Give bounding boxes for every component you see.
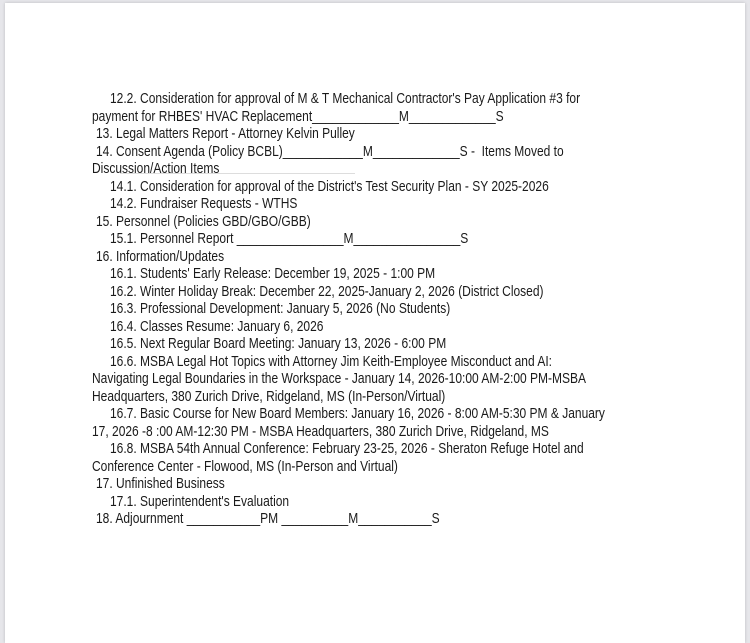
agenda-line: 18. Adjournment ___________PM __________M___________S xyxy=(96,510,440,527)
agenda-line: 13. Legal Matters Report - Attorney Kelvin Pulley xyxy=(96,125,355,142)
agenda-line: 17. Unfinished Business xyxy=(96,475,225,492)
agenda-line: 16.3. Professional Development: January 5, 2026 (No Students) xyxy=(110,300,451,317)
agenda-line: Conference Center - Flowood, MS (In-Person and Virtual) xyxy=(92,457,398,475)
agenda-line: 17, 2026 -8 :00 AM-12:30 PM - MSBA Headquarters, 380 Zurich Drive, Ridgeland, MS xyxy=(92,422,549,440)
agenda-line: Discussion/Action Items xyxy=(92,160,220,177)
agenda-line: 16.2. Winter Holiday Break: December 22, 2025-January 2, 2026 (District Closed) xyxy=(110,282,544,300)
agenda-line: Navigating Legal Boundaries in the Workspace - January 14, 2026-10:00 AM-2:00 PM-MSBA xyxy=(92,370,587,387)
agenda-line: 16.1. Students' Early Release: December 19, 2025 - 1:00 PM xyxy=(110,265,436,282)
agenda-line: payment for RHBES' HVAC Replacement_____________M_____________S xyxy=(92,107,504,125)
agenda-line: 15. Personnel (Policies GBD/GBO/GBB) xyxy=(96,212,311,230)
agenda-line: Headquarters, 380 Zurich Drive, Ridgeland, MS (In-Person/Virtual) xyxy=(92,387,446,405)
agenda-line: 15.1. Personnel Report ________________M________________S xyxy=(110,230,469,247)
agenda-line: 14. Consent Agenda (Policy BCBL)____________M_____________S - Items Moved to xyxy=(96,142,564,160)
agenda-line: 14.2. Fundraiser Requests - WTHS xyxy=(110,195,298,212)
agenda-line: 12.2. Consideration for approval of M & T Mechanical Contractor's Pay Application #3 for xyxy=(110,90,581,107)
agenda-line: 17.1. Superintendent's Evaluation xyxy=(110,492,290,510)
agenda-line: 16.5. Next Regular Board Meeting: January 13, 2026 - 6:00 PM xyxy=(110,335,447,352)
agenda-line: 14.1. Consideration for approval of the District's Test Security Plan - SY 2025-2026 xyxy=(110,177,549,195)
agenda-line: 16.7. Basic Course for New Board Members: January 16, 2026 - 8:00 AM-5:30 PM & January xyxy=(110,405,605,422)
agenda-line: 16.6. MSBA Legal Hot Topics with Attorney Jim Keith-Employee Misconduct and AI: xyxy=(110,352,553,370)
agenda-line: 16. Information/Updates xyxy=(96,247,225,265)
agenda-line: 16.4. Classes Resume: January 6, 2026 xyxy=(110,317,324,335)
agenda-line: 16.8. MSBA 54th Annual Conference: February 23-25, 2026 - Sheraton Refuge Hotel and xyxy=(110,440,584,457)
